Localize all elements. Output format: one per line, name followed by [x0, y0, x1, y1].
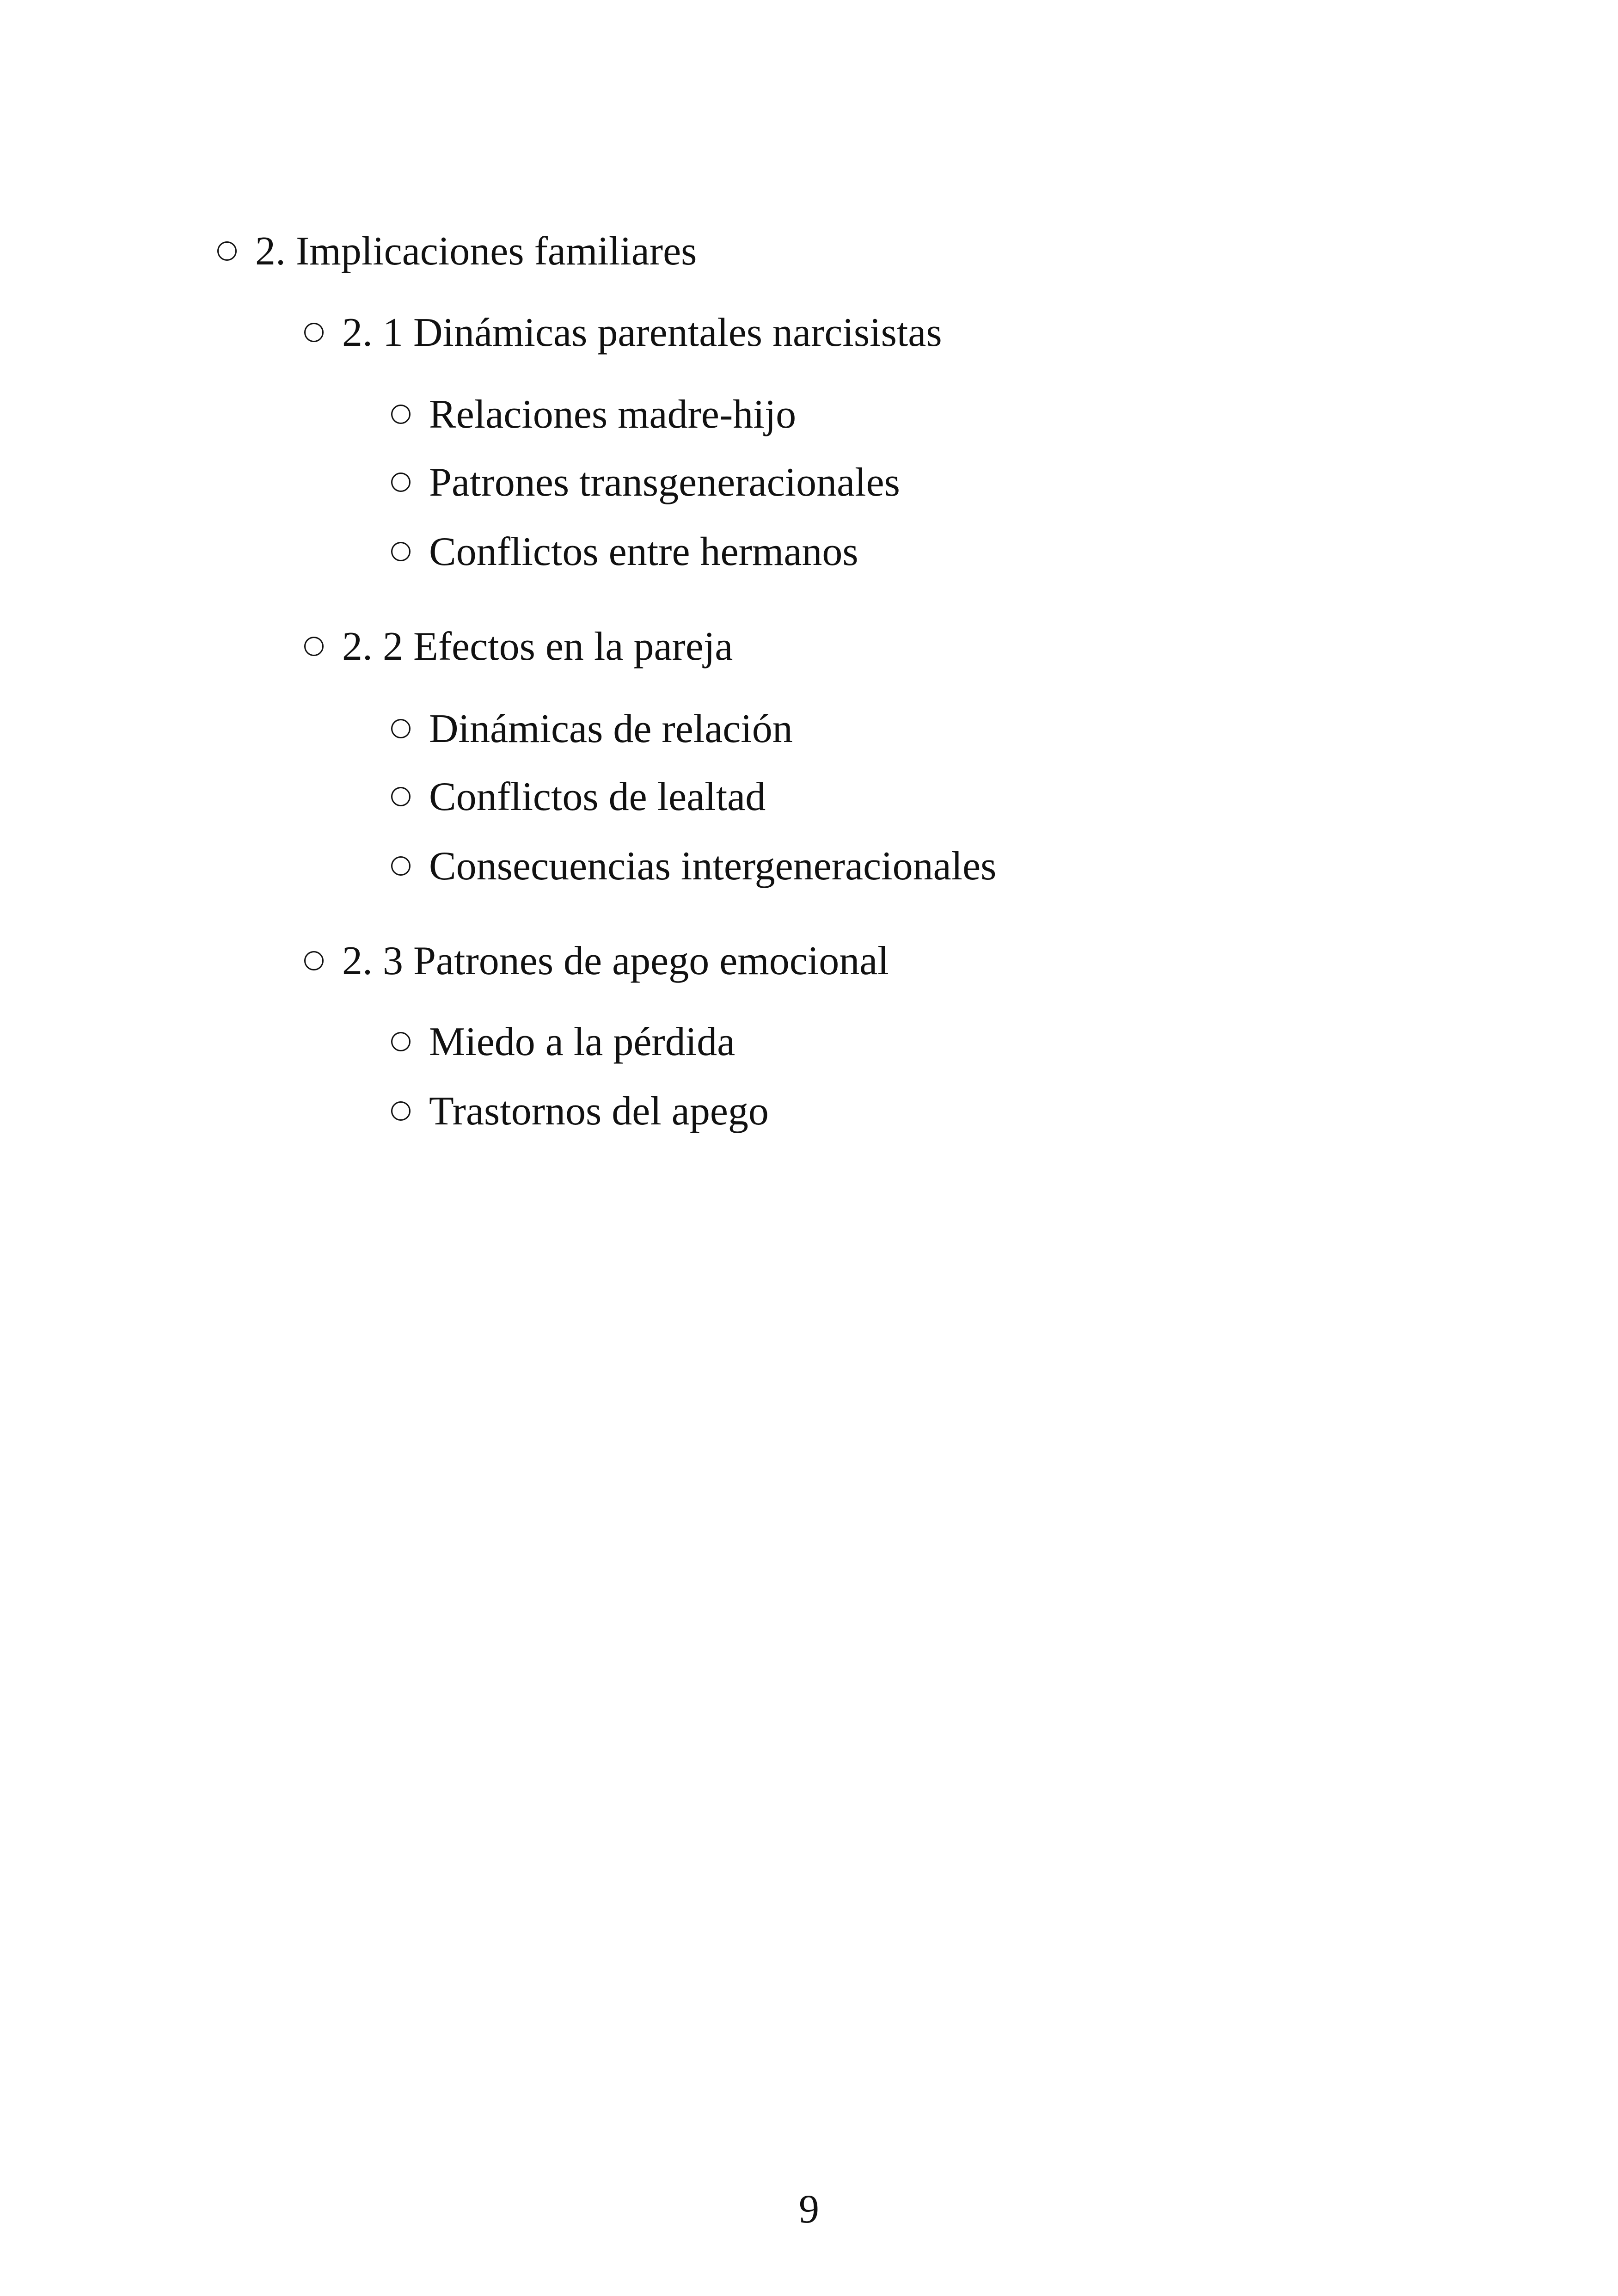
hollow-bullet-icon — [391, 473, 411, 492]
hollow-bullet-icon — [391, 856, 411, 876]
item-label: Patrones transgeneracionales — [429, 460, 900, 505]
outline-item — [391, 529, 858, 574]
hollow-bullet-icon — [391, 405, 411, 424]
item-label: Relaciones madre-hijo — [429, 392, 797, 437]
outline-item — [391, 706, 793, 751]
outline-item — [391, 846, 996, 887]
subsection-title: 2. 1 Dinámicas parentales narcisistas — [342, 310, 942, 355]
outline-item — [391, 394, 796, 435]
item-label: Trastornos del apego — [429, 1089, 769, 1134]
hollow-bullet-icon — [304, 951, 324, 970]
section-title: 2. Implicaciones familiares — [255, 229, 697, 274]
hollow-bullet-icon — [304, 323, 324, 342]
outline-subsection — [304, 310, 942, 355]
item-label: Dinámicas de relación — [429, 706, 793, 751]
outline-subsection — [304, 941, 889, 982]
page-number: 9 — [799, 2187, 819, 2232]
outline-item — [391, 1019, 735, 1064]
hollow-bullet-icon — [217, 241, 237, 261]
hollow-bullet-icon — [391, 1032, 411, 1051]
item-label: Consecuencias intergeneracionales — [429, 844, 997, 889]
outline-item — [391, 774, 766, 819]
item-label: Conflictos entre hermanos — [429, 529, 858, 574]
outline-item — [391, 1091, 769, 1132]
hollow-bullet-icon — [391, 719, 411, 738]
subsection-title: 2. 3 Patrones de apego emocional — [342, 939, 889, 983]
outline-section — [217, 231, 697, 272]
item-label: Miedo a la pérdida — [429, 1019, 735, 1064]
subsection-title: 2. 2 Efectos en la pareja — [342, 624, 733, 669]
outline-item — [391, 462, 900, 503]
hollow-bullet-icon — [391, 542, 411, 561]
hollow-bullet-icon — [304, 637, 324, 656]
hollow-bullet-icon — [391, 787, 411, 806]
item-label: Conflictos de lealtad — [429, 774, 766, 819]
outline-subsection — [304, 626, 733, 667]
hollow-bullet-icon — [391, 1101, 411, 1121]
